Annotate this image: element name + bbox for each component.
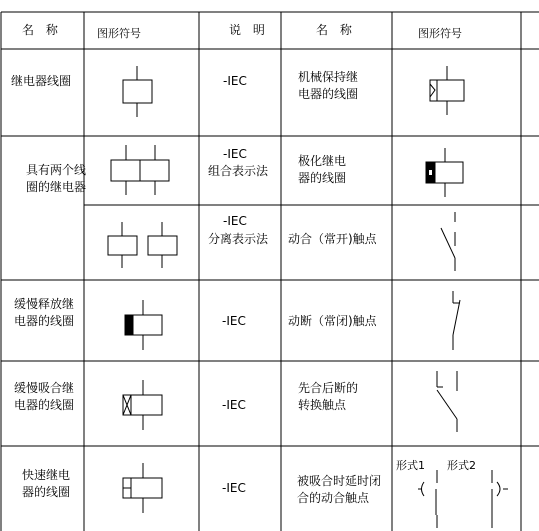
row5-name-line1: 缓慢吸合继 [14,381,75,395]
row6-name-line1: 快速继电 [22,468,71,482]
form1-label: 形式1 [396,459,425,472]
row4-name-line2: 电器的线圈 [14,314,75,328]
row6-name-line2: 器的线圈 [22,485,71,499]
row4-name-line1: 缓慢释放继 [14,297,75,311]
header-symbol-left: 图形符号 [97,27,141,40]
row6-name-right-line1: 被吸合时延时闭 [297,474,382,488]
row2-note-line1: -IEC [223,147,247,161]
row3-name-right: 动合（常开)触点 [288,232,377,246]
row2-name-right-line1: 极化继电 [298,154,347,168]
delayed-make-contact-form1-symbol [418,470,437,528]
row2-name-right-line2: 器的线圈 [298,171,347,185]
row1-note: -IEC [223,74,247,88]
slow-operate-coil-symbol [123,380,162,430]
row4-note: -IEC [222,314,246,328]
changeover-contact-symbol [437,371,457,432]
header-name-right: 名 称 [316,23,356,37]
row5-name-line2: 电器的线圈 [14,398,75,412]
row4-name-right: 动断（常闭)触点 [288,314,377,328]
header-name-left: 名 称 [22,23,62,37]
relay-coil-symbol [123,66,152,117]
break-contact-symbol [453,291,460,350]
slow-release-coil-symbol [125,300,162,350]
row5-name-right-line2: 转换触点 [298,398,347,412]
row2-name-line1: 具有两个线 [26,163,87,177]
row6-note: -IEC [222,481,246,495]
form2-label: 形式2 [447,459,476,472]
row2-name-line2: 圈的继电器 [26,180,87,194]
row3-note-line1: -IEC [223,214,247,228]
header-note: 说 明 [229,23,269,37]
two-coil-separate-symbol [108,222,177,268]
row5-note: -IEC [222,398,246,412]
row5-name-right-line1: 先合后断的 [298,381,359,395]
polarized-relay-coil-symbol [426,148,463,197]
row1-name: 继电器线圈 [11,74,72,88]
row1-name-right-line1: 机械保持继 [298,70,359,84]
header-symbol-right: 图形符号 [418,27,462,40]
delayed-make-contact-form2-symbol [492,470,508,528]
row3-note-line2: 分离表示法 [208,232,269,246]
row2-note-line2: 组合表示法 [208,164,269,178]
make-contact-symbol [441,212,455,271]
row6-name-right-line2: 合的动合触点 [297,491,370,505]
fast-coil-symbol [123,463,162,513]
latched-relay-coil-symbol [430,66,464,115]
two-coil-combined-symbol [111,145,169,195]
row1-name-right-line2: 电器的线圈 [298,87,359,101]
